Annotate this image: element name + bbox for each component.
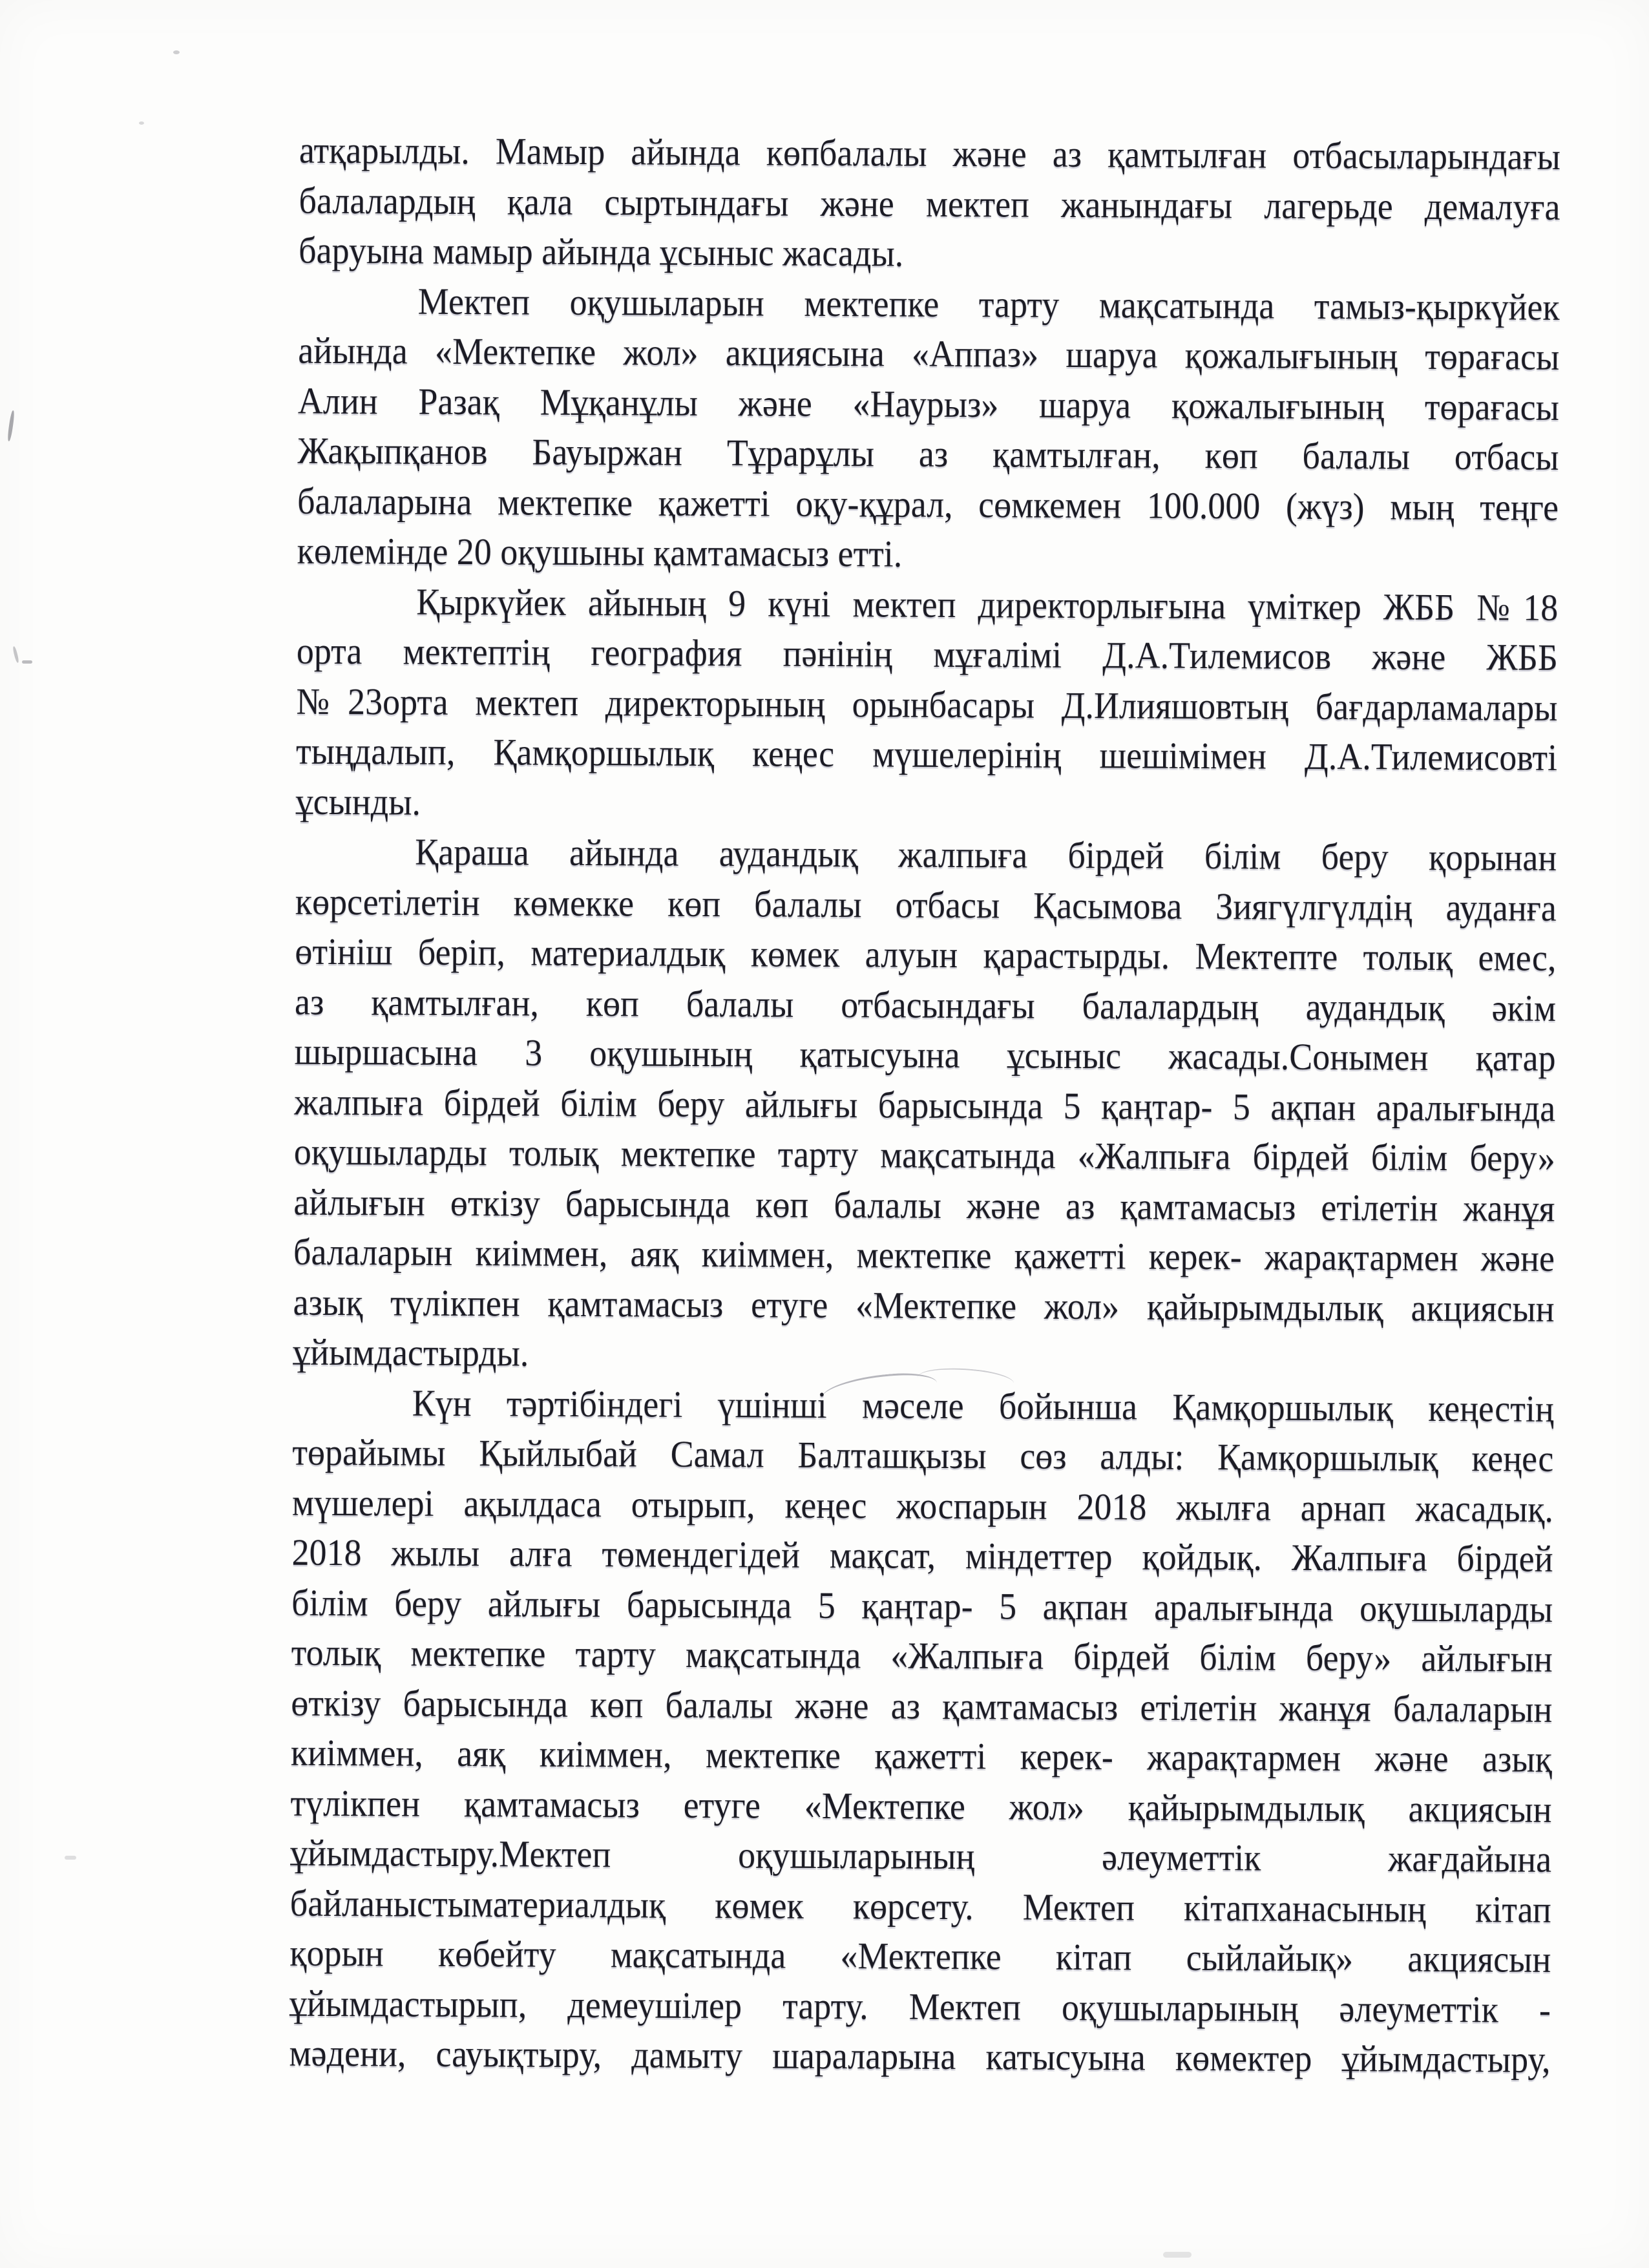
- text-line: атқарылды. Мамыр айында көпбалалы және аз қамтылған отбасыларындағы: [299, 129, 1561, 178]
- text-line: ұйымдастырды.: [293, 1331, 529, 1374]
- text-line: 2018 жылы алға төмендегідей мақсат, міндеттер қойдық. Жалпыға бірдей: [291, 1531, 1553, 1580]
- text-line: оқушыларды толық мектепке тарту мақсатында «Жалпыға бірдей білім беру»: [293, 1131, 1555, 1179]
- text-line: мәдени, сауықтыру, дамыту шараларына катысуына көмектер ұйымдастыру,: [289, 2032, 1551, 2081]
- text-line: көрсетілетін көмекке көп балалы отбасы Қасымова Зиягүлгүлдің ауданға: [295, 880, 1557, 929]
- text-line: өткізу барысында көп балалы және аз қамтамасыз етілетін жанұя балаларын: [291, 1681, 1553, 1730]
- text-line: Жақыпқанов Бауыржан Тұрарұлы аз қамтылған, көп балалы отбасы: [297, 430, 1559, 478]
- text-line: азық түлікпен қамтамасыз етуге «Мектепке жол» қайырымдылық акциясын: [293, 1281, 1555, 1330]
- text-line: киіммен, аяқ киіммен, мектепке қажетті керек- жарақтармен және азық: [290, 1732, 1553, 1780]
- document-text-block: [289, 127, 1560, 2086]
- text-line: білім беру айлығы барысында 5 қаңтар- 5 ақпан аралығында оқушыларды: [291, 1581, 1553, 1630]
- text-line: төрайымы Қыйлыбай Самал Балташқызы сөз алды: Қамқоршылық кеңес: [292, 1431, 1554, 1480]
- text-line: Алин Разақ Мұқанұлы және «Наурыз» шаруа қожалығының төрағасы: [297, 379, 1560, 428]
- text-line: айында «Мектепке жол» акциясына «Аппаз» шаруа қожалығының төрағасы: [298, 330, 1560, 378]
- text-line: түлікпен қамтамасыз етуге «Мектепке жол» қайырымдылық акциясын: [290, 1781, 1552, 1831]
- text-line: мүшелері ақылдаса отырып, кеңес жоспарын 2018 жылға арнап жасадық.: [291, 1481, 1554, 1530]
- text-line: балалардың қала сыртындағы және мектеп жанындағы лагерьде демалуға: [299, 179, 1560, 228]
- text-line: толық мектепке тарту мақсатында «Жалпыға бірдей білім беру» айлығын: [291, 1632, 1553, 1680]
- text-line: көлемінде 20 оқушыны қамтамасыз етті.: [297, 530, 903, 575]
- text-line: жалпыға бірдей білім беру айлығы барысында 5 қаңтар- 5 ақпан аралығында: [294, 1080, 1556, 1129]
- text-line: №23орта мектеп директорының орынбасары Д.Илияшовтың бағдарламалары: [296, 680, 1558, 729]
- text-line: байланыстыматериалдық көмек көрсету. Мектеп кітапханасының кітап: [289, 1882, 1551, 1931]
- text-line: аз қамтылған, көп балалы отбасындағы балалардың аудандық әкім: [294, 980, 1557, 1029]
- text-line: өтініш беріп, материалдық көмек алуын қарастырды. Мектепте толық емес,: [295, 930, 1557, 979]
- text-line: ұйымдастырып, демеушілер тарту. Мектеп оқушыларының әлеуметтік -: [289, 1982, 1551, 2031]
- text-line: балаларын киіммен, аяқ киіммен, мектепке қажетті керек- жарақтармен және: [293, 1231, 1555, 1279]
- text-line: Қыркүйек айының 9 күні мектеп директорлығына үміткер ЖББ №18: [416, 580, 1559, 629]
- text-line: Күн тәртібіндегі үшінші мәселе бойынша Қамқоршылық кеңестің: [412, 1381, 1554, 1430]
- text-line: ұйымдастыру.Мектеп оқушыларының әлеуметтік жағдайына: [289, 1832, 1552, 1880]
- text-line: тыңдалып, Қамқоршылық кеңес мүшелерінің шешімімен Д.А.Тилемисовті: [295, 730, 1558, 779]
- text-line: балаларына мектепке қажетті оқу-құрал, сөмкемен 100.000 (жүз) мың теңге: [297, 479, 1559, 529]
- text-line: қорын көбейту мақсатында «Мектепке кітап сыйлайық» акциясын: [289, 1932, 1551, 1980]
- text-line: баруына мамыр айында ұсыныс жасады.: [298, 229, 904, 275]
- text-line: орта мектептің география пәнінің мұғалімі Д.А.Тилемисов және ЖББ: [296, 630, 1559, 678]
- text-line: ұсынды.: [295, 780, 421, 823]
- text-line: Мектеп оқушыларын мектепке тарту мақсатында тамыз-қыркүйек: [417, 280, 1560, 328]
- text-line: айлығын өткізу барысында көп балалы және аз қамтамасыз етілетін жанұя: [293, 1181, 1555, 1230]
- text-line: Қараша айында аудандық жалпыға бірдей білім беру қорынан: [415, 831, 1557, 879]
- text-line: шыршасына 3 оқушының қатысуына ұсыныс жасады.Сонымен қатар: [294, 1031, 1556, 1079]
